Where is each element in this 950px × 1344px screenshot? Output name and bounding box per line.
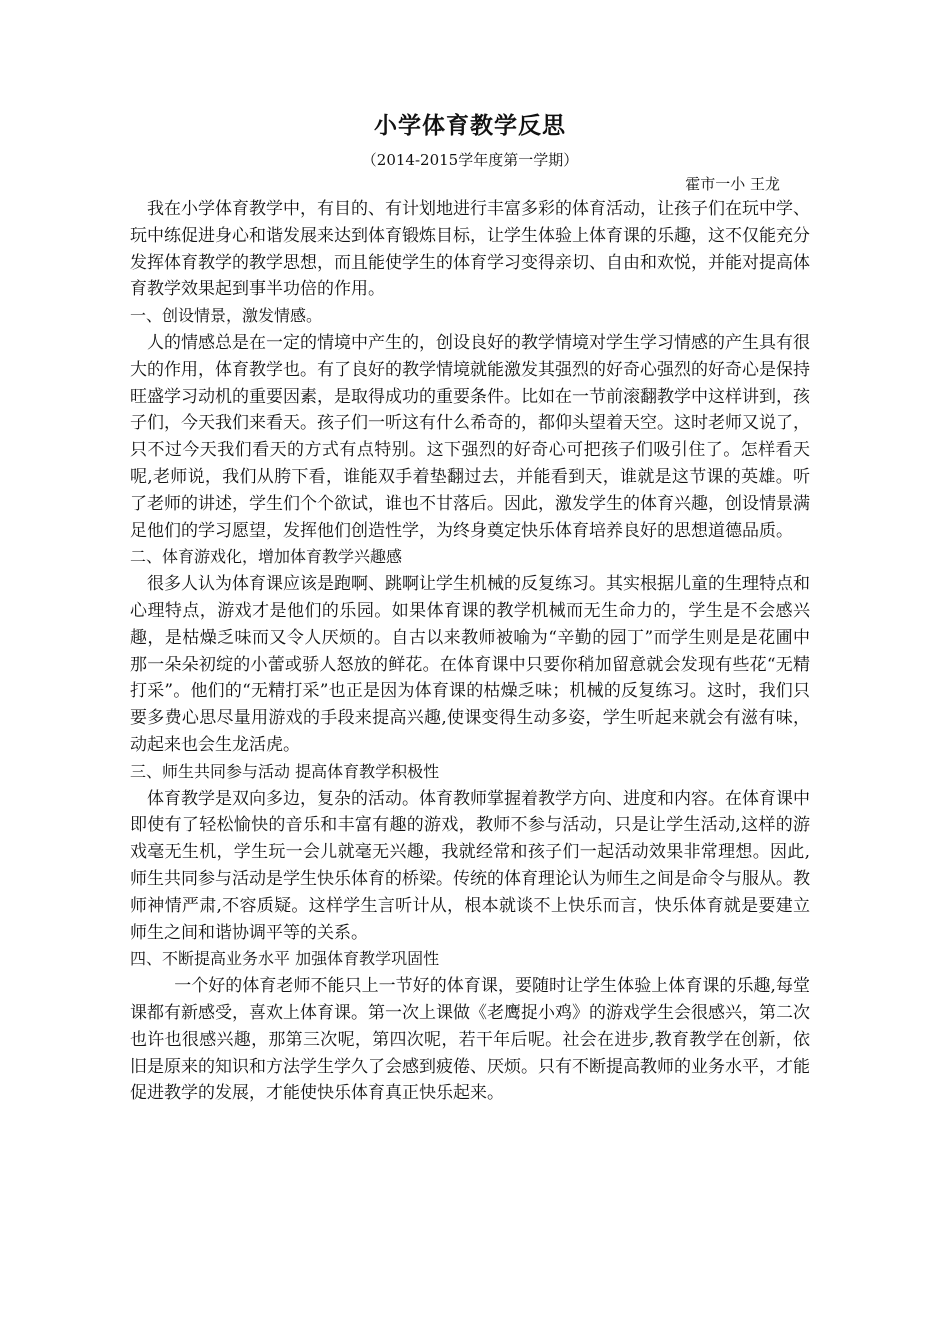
section-2 — [130, 544, 810, 758]
section-body: 人的情感总是在一定的情境中产生的，创设良好的教学情境对学生学习情感的产生具有很大的作用，体育教学也。有了良好的教学情境就能激发其强烈的好奇心强烈的好奇心是保持旺盛学习动机的重要因素，是取得成功的重要条件。比如在一节前滚翻教学中这样讲到，孩子们，今天我们来看天。孩子们一听这有什么希奇的，都仰头望着天空。这时老师又说了，只不过今天我们看天的方式有点特别。这下强烈的好奇心可把孩子们吸引住了。怎样看天呢,老师说，我们从胯下看，谁能双手着垫翻过去，并能看到天，谁就是这节课的英雄。听了老师的讲述，学生们个个欲试，谁也不甘落后。因此，激发学生的体育兴趣，创设情景满足他们的学习愿望，发挥他们创造性学，为终身奠定快乐体育培养良好的思想道德品质。 — [130, 332, 810, 541]
document-subtitle: （2014-2015学年度第一学期） — [361, 151, 579, 169]
section-heading: 四、不断提高业务水平 加强体育教学巩固性 — [130, 949, 440, 969]
section-1 — [130, 303, 810, 544]
intro-paragraph: 我在小学体育教学中，有目的、有计划地进行丰富多彩的体育活动，让孩子们在玩中学、玩中练促进身心和谐发展来达到体育锻炼目标，让学生体验上体育课的乐趣，这不仅能充分发挥体育教学的教学思想，而且能使学生的体育学习变得亲切、自由和欢悦，并能对提高体育教学效果起到事半功倍的作用。 — [130, 199, 810, 300]
document-author: 霍市一小 王龙 — [685, 175, 780, 193]
section-body: 很多人认为体育课应该是跑啊、跳啊让学生机械的反复练习。其实根据儿童的生理特点和心理特点，游戏才是他们的乐园。如果体育课的教学机械而无生命力的，学生是不会感兴趣，是枯燥乏味而又令人厌烦的。自古以来教师被喻为“辛勤的园丁”而学生则是是花圃中那一朵朵初绽的小蕾或骄人怒放的鲜花。在体育课中只要你稍加留意就会发现有些花“无精打采”。他们的“无精打采”也正是因为体育课的枯燥乏味；机械的反复练习。这时，我们只要多费心思尽量用游戏的手段来提高兴趣,使课变得生动多姿，学生听起来就会有滋有味，动起来也会生龙活虎。 — [130, 574, 810, 755]
section-heading: 三、师生共同参与活动 提高体育教学积极性 — [130, 761, 440, 781]
section-3 — [130, 759, 810, 947]
section-heading: 一、创设情景，激发情感。 — [130, 306, 323, 326]
document-title: 小学体育教学反思 — [374, 113, 566, 139]
section-body: 一个好的体育老师不能只上一节好的体育课，要随时让学生体验上体育课的乐趣,每堂课都有新感受，喜欢上体育课。第一次上课做《老鹰捉小鸡》的游戏学生会很感兴，第二次也许也很感兴趣，那第三次呢，第四次呢，若干年后呢。社会在进步,教育教学在创新，依旧是原来的知识和方法学生学久了会感到疲倦、厌烦。只有不断提高教师的业务水平，才能促进教学的发展，才能使快乐体育真正快乐起来。 — [130, 976, 810, 1104]
section-4 — [130, 946, 810, 1107]
section-heading: 二、体育游戏化，增加体育教学兴趣感 — [130, 547, 403, 567]
section-body: 体育教学是双向多边，复杂的活动。体育教师掌握着教学方向、进度和内容。在体育课中即使有了轻松愉快的音乐和丰富有趣的游戏，教师不参与活动，只是让学生活动,这样的游戏毫无生机，学生玩一会儿就毫无兴趣，我就经常和孩子们一起活动效果非常理想。因此,师生共同参与活动是学生快乐体育的桥梁。传统的体育理论认为师生之间是命令与服从。教师神情严肃,不容质疑。这样学生言听计从，根本就谈不上快乐而言，快乐体育就是要建立师生之间和谐协调平等的关系。 — [130, 788, 810, 943]
document-page — [130, 108, 810, 1107]
